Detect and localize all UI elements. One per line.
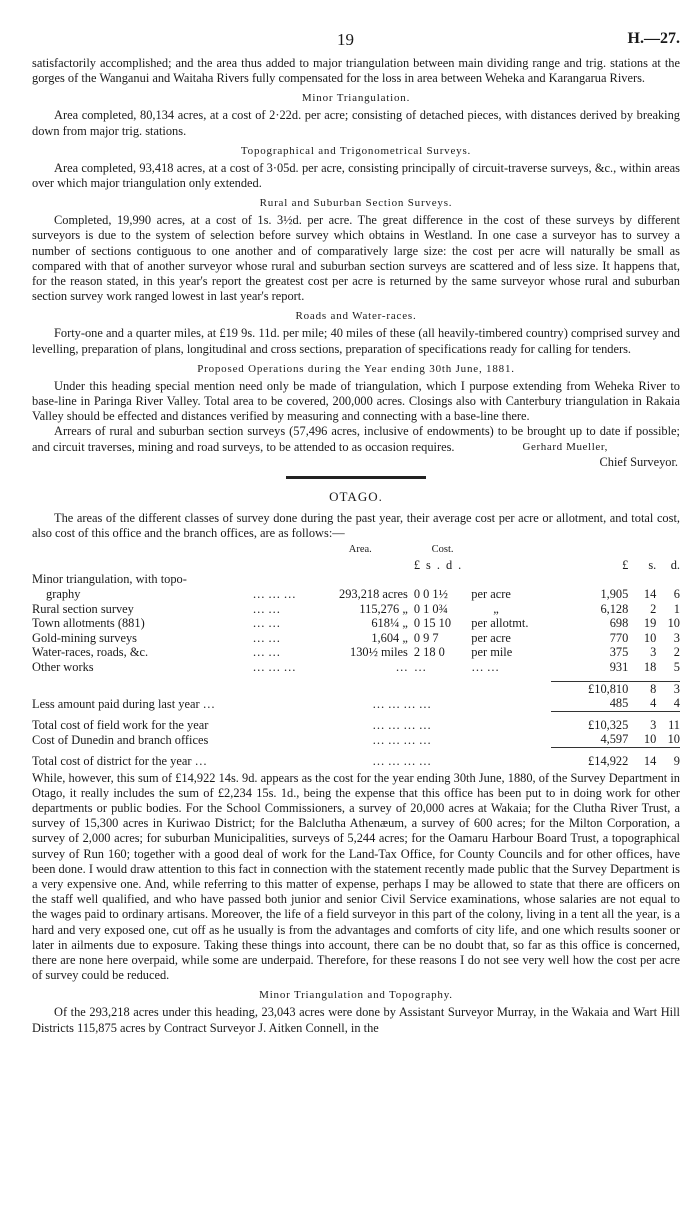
para-minor-triangulation: Area completed, 80,134 acres, at a cost of 2·22d. per acre; consisting of detached pieces, with distances derived by breaking down from major trig. stations. — [32, 108, 680, 138]
para-cost-explanation: While, however, this sum of £14,922 14s. 9d. appears as the cost for the year ending 30th June, 1880, of the Survey Department in Otago, it really includes the sum of £2,234 15s. 1d., being the expense that this office has been put to in doing work for other departments or public bodies. For the School Commissioners, a survey of 20,000 acres at Wakaia; for the Clutha River Trust, a survey of 15,300 acres in Kuriwao District; for the Balclutha Athenæum, a survey of 600 acres; for the Milton Corporation, a survey of 2,000 acres; for suburban Municipalities, surveys of 5,244 acres; for the Oamaru Harbour Board Trust, a topographical survey of Run 160; together with a good deal of work for the Land-Tax Office, for County Councils and for other offices, have been done. I would draw attention to this fact in connection with the statement recently made public that the Survey Department is a very expensive one. And, while referring to this matter of expense, perhaps I may be allowed to state that there are officers on the staff well qualified, and who have passed both junior and senior Civil Service examinations, whose salaries are not equal to the wages paid to ordinary artisans. Moreover, the life of a field surveyor in this part of the colony, living in a tent all the year, is a hard and very exposed one, cut off as he usually is from the advantages and comforts of city life, and one which results sooner or later in ailments due to exposure. Taking these things into account, there can be no doubt that, so far as this office is concerned, there are none here overpaid, while some are underpaid. Therefore, for these reasons I do not see very well how the cost per acre of survey could be reduced. — [32, 770, 680, 983]
less-label: Less amount paid during last year … — [32, 696, 216, 711]
signature-title: Chief Surveyor. — [599, 454, 678, 469]
row-dots: … … — [252, 630, 281, 645]
table-row — [32, 572, 680, 587]
dunedin-pounds: 4,597 — [551, 732, 628, 747]
row-area: … — [395, 660, 408, 675]
otago-intro: The areas of the different classes of survey done during the past year, their average cost per acre or allotment, and total cost, also cost of this office and the branch offices, are as follows:— — [32, 510, 680, 541]
subtotal-pounds: £10,810 — [551, 681, 628, 696]
field-dots: … … … … — [372, 717, 432, 732]
field-pence: 11 — [668, 717, 680, 732]
section-divider — [286, 476, 426, 479]
row-total-pounds: 931 — [609, 660, 629, 675]
table-header-row — [32, 543, 680, 558]
row-unit: per acre — [471, 587, 511, 602]
row-area: 1,604 „ — [371, 630, 408, 645]
heading-minor-triangulation-topography: Minor Triangulation and Topography. — [259, 989, 453, 1002]
table-row — [32, 645, 680, 660]
row-total-pence: 1 — [673, 601, 680, 616]
row-cost: 0 1 0¾ — [413, 601, 448, 616]
row-area: 618¼ „ — [371, 616, 408, 631]
field-pounds: £10,325 — [588, 717, 629, 732]
row-unit: „ — [493, 601, 499, 616]
row-total-pounds: 375 — [609, 645, 629, 660]
otago-cost-table — [32, 543, 680, 768]
row-unit: per mile — [471, 645, 513, 660]
less-shillings: 4 — [628, 696, 656, 711]
heading-minor-triangulation: Minor Triangulation. — [301, 92, 411, 105]
row-total-pounds: 1,905 — [600, 587, 629, 602]
row-dots: … … — [252, 645, 281, 660]
heading-topographical-surveys: Topographical and Trigonometrical Surveys. — [240, 144, 472, 157]
para-proposed-2: Arrears of rural and suburban section surveys (57,496 acres, inclusive of endowments) to be brought up to date if possible; and circuit traverses, mining and road surveys, to be attended to as occasion requires. — [32, 424, 680, 454]
row-total-shillings: 14 — [643, 587, 657, 602]
row-label: Other works — [32, 660, 94, 675]
row-dots: … … … — [252, 660, 296, 675]
row-total-pence: 5 — [673, 660, 680, 675]
row-total-pounds: 770 — [609, 630, 629, 645]
heading-proposed-operations: Proposed Operations during the Year ending 30th June, 1881. — [197, 362, 515, 375]
para-topographical-surveys: Area completed, 93,418 acres, at a cost of 3·05d. per acre, consisting principally of circuit-traverse surveys, &c., within areas over which major triangulation only extended. — [32, 160, 680, 191]
row-label: Gold-mining surveys — [32, 630, 137, 645]
table-row — [32, 587, 680, 602]
total-dots: … … … … — [372, 753, 432, 768]
dunedin-row — [32, 732, 680, 747]
row-label: Water-races, roads, &c. — [32, 645, 149, 660]
row-cost: … — [413, 660, 427, 675]
dunedin-dots: … … … … — [372, 732, 432, 747]
row-cost: 2 18 0 — [413, 645, 445, 660]
row-label: graphy — [46, 587, 81, 602]
total-pounds: £14,922 — [588, 753, 629, 768]
row-total-shillings: 3 — [650, 645, 657, 660]
row-dots: … … … — [252, 587, 296, 602]
field-label: Total cost of field work for the year — [32, 717, 209, 732]
row-total-pence: 3 — [673, 630, 680, 645]
total-unit-d: d. — [670, 557, 680, 572]
row-total-pence: 6 — [673, 587, 680, 602]
row-label: Rural section survey — [32, 601, 134, 616]
signature-name: Gerhard Mueller, — [522, 440, 608, 453]
page-header — [32, 30, 680, 56]
field-work-row — [32, 718, 680, 733]
row-dots: … … — [252, 616, 281, 631]
subtotal-shillings: 8 — [628, 681, 656, 696]
row-cost: 0 15 10 — [413, 616, 452, 631]
dunedin-shillings: 10 — [628, 732, 656, 747]
row-total-pounds: 6,128 — [600, 601, 629, 616]
para-proposed-1: Under this heading special mention need only be made of triangulation, which I purpose extending from Weheka River to base-line in Paringa River Valley. Total area to be covered, 200,000 acres. Closings also with Canterbury triangulation in Rakaia Valley should be effected and distances verified by measuring and connecting with a base-line there. — [32, 378, 680, 424]
row-unit: per acre — [471, 630, 511, 645]
row-dots: … … — [252, 601, 281, 616]
row-cost: 0 0 1½ — [413, 587, 448, 602]
less-row — [32, 696, 680, 711]
row-label: Town allotments (881) — [32, 616, 145, 631]
row-total-shillings: 10 — [643, 630, 657, 645]
total-unit-l: £ — [622, 557, 629, 572]
row-unit: … … — [471, 660, 500, 675]
para-rural-suburban: Completed, 19,990 acres, at a cost of 1s. 3½d. per acre. The great difference in the cost of these surveys by different surveyors is due to the system of selection before survey which obtains in Westland. In one case a surveyor has to survey a number of sections contiguous to one another and of comparatively large size: the cost per acre will naturally be small as compared with that of another surveyor whose rural and suburban section surveys are scattered and of less size. It happens that, for the reason stated, in this year's report the greatest cost per acre is returned by the same surveyor whose rural and suburban section survey work ranged lowest in last year's report. — [32, 213, 680, 304]
table-row — [32, 660, 680, 675]
subtotal-pence: 3 — [656, 681, 680, 696]
row-area: 293,218 acres — [339, 587, 408, 602]
table-row — [32, 631, 680, 646]
cost-units: £s.d. — [413, 557, 468, 572]
district-total-row — [32, 754, 680, 769]
row-cost: 0 9 7 — [413, 630, 439, 645]
total-unit-s: s. — [648, 557, 657, 572]
document-page — [32, 30, 680, 1036]
row-unit: per allotmt. — [471, 616, 529, 631]
row-total-pence: 10 — [667, 616, 680, 631]
intro-paragraph: satisfactorily accomplished; and the area thus added to major triangulation between main dividing range and trig. stations at the gorges of the Wanganui and Waitaha Rivers fully compensated for the loss in area between Weheka and Karangarua Rivers. — [32, 56, 680, 86]
col-area-header: Area. — [348, 544, 372, 556]
otago-title: OTAGO. — [329, 488, 383, 504]
para-minor-triangulation-topography: Of the 293,218 acres under this heading, 23,043 acres were done by Assistant Surveyor Murray, in the Wakaia and Wart Hill Districts 115,875 acres by Contract Surveyor J. Aitken Connell, in the — [32, 1005, 680, 1035]
document-reference: H.—27. — [627, 30, 680, 47]
less-dots: … … … … — [372, 696, 432, 711]
total-pence: 9 — [673, 753, 680, 768]
row-total-shillings: 18 — [643, 660, 657, 675]
col-cost-header: Cost. — [431, 544, 454, 556]
row-total-shillings: 19 — [643, 616, 657, 631]
table-row — [32, 616, 680, 631]
field-shillings: 3 — [650, 717, 657, 732]
dunedin-label: Cost of Dunedin and branch offices — [32, 732, 209, 747]
less-pence: 4 — [656, 696, 680, 711]
subtotal-row — [32, 681, 680, 696]
table-row — [32, 602, 680, 617]
total-label: Total cost of district for the year … — [32, 753, 207, 768]
row-area: 115,276 „ — [359, 601, 408, 616]
page-number: 19 — [337, 30, 354, 49]
table-units-row — [32, 558, 680, 573]
less-pounds: 485 — [551, 696, 628, 711]
row-area: 130½ miles — [350, 645, 408, 660]
row-total-shillings: 2 — [650, 601, 657, 616]
row-label: Minor triangulation, with topo- — [32, 572, 187, 587]
row-total-pounds: 698 — [609, 616, 629, 631]
dunedin-pence: 10 — [656, 732, 680, 747]
total-shillings: 14 — [643, 753, 657, 768]
row-total-pence: 2 — [673, 645, 680, 660]
heading-roads-water-races: Roads and Water-races. — [295, 310, 417, 323]
para-roads-water-races: Forty-one and a quarter miles, at £19 9s. 11d. per mile; 40 miles of these (all heavily-timbered country) comprised survey and levelling, preparation of plans, longitudinal and cross sections, preparation of specifications ready for calling for tenders. — [32, 326, 680, 356]
heading-rural-suburban: Rural and Suburban Section Surveys. — [259, 197, 453, 210]
